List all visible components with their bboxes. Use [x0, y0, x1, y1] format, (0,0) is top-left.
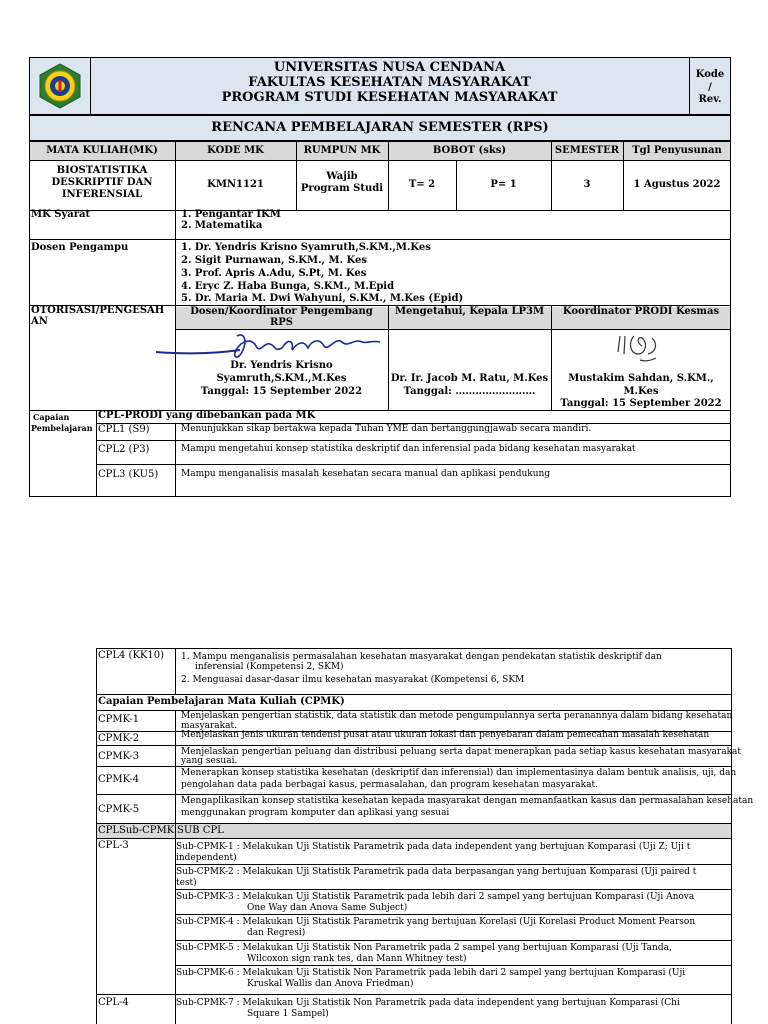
sig2-date: Tanggal: …………………… [403, 386, 536, 397]
mk-syarat-label: MK Syarat [31, 209, 91, 220]
cpmk-text-cont: pengolahan data pada berbagai kasus, permasalahan, dan program kesehatan masyarakat. [181, 780, 598, 790]
kode-slash: / [708, 82, 712, 93]
course-name-line3: INFERENSIAL [61, 189, 143, 200]
cpmk-text: Mengaplikasikan konsep statistika kesehatan kepada masyarakat dengan memanfaatkan kasus dan permasalahan kesehatan [181, 796, 754, 806]
syarat-item: 2. Matematika [181, 220, 263, 231]
kode-label: Kode [695, 69, 725, 80]
rev-label: Rev. [698, 94, 722, 105]
page-title: RENCANA PEMBELAJARAN SEMESTER (RPS) [211, 120, 549, 135]
dosen-item: 2. Sigit Purnawan, S.KM., M. Kes [181, 255, 368, 266]
dosen-item: 4. Eryc Z. Haba Bunga, S.KM., M.Epid [181, 281, 395, 292]
university-name: UNIVERSITAS NUSA CENDANA [273, 60, 506, 75]
sub-head-code: CPLSub-CPMK [98, 825, 175, 836]
sig1-date: Tanggal: 15 September 2022 [200, 386, 363, 397]
col-rumpun-mk: RUMPUN MK [303, 145, 381, 156]
cpmk-text-cont: menggunakan program komputer dan aplikasi yang sesuai [181, 808, 450, 818]
cpmk-code: CPMK-4 [98, 774, 140, 785]
sub-cpmk-text-cont: test) [176, 878, 197, 888]
signature-mustakim [612, 332, 672, 366]
cpl-text: Menunjukkan sikap bertakwa kepada Tuhan YME dan bertanggungjawab secara mandiri. [181, 424, 592, 434]
cpl-code: CPL3 (KU5) [98, 469, 159, 480]
sub-cpmk-text: Sub-CPMK-3 : Melakukan Uji Statistik Parametrik pada lebih dari 2 sampel yang bertujuan Komparasi (Uji Anova [176, 892, 695, 902]
cpl4-item: 2. Menguasai dasar-dasar ilmu kesehatan masyarakat (Kompetensi 6, SKM [181, 675, 525, 685]
col-tgl-penyusunan: Tgl Penyusunan [632, 145, 722, 156]
otorisasi-label: OTORISASI/PENGESAH [31, 305, 165, 316]
cpmk-code: CPMK-5 [98, 804, 140, 815]
sub-cpmk-text-cont: Wilcoxon sign rank tes, dan Mann Whitney test) [247, 954, 467, 964]
cpmk-code: CPMK-1 [98, 714, 140, 725]
sig1-title: Syamruth,S.KM.,M.Kes [216, 373, 347, 384]
cpl-text: Mampu menganalisis masalah kesehatan secara manual dan aplikasi pendukung [181, 469, 551, 479]
cpl-text: Mampu mengetahui konsep statistika deskriptif dan inferensial pada bidang kesehatan masyarakat [181, 444, 636, 454]
col-bobot: BOBOT (sks) [432, 145, 507, 156]
sub-cpmk-text-cont: dan Regresi) [247, 928, 306, 938]
otorisasi-label-cont: AN [31, 316, 48, 327]
sub-cpmk-text: Sub-CPMK-5 : Melakukan Uji Statistik Non Parametrik pada 2 sampel yang bertujuan Komparasi (Uji Tanda, [176, 943, 672, 953]
sig3-name: Mustakim Sahdan, S.KM., [568, 373, 714, 384]
dosen-item: 5. Dr. Maria M. Dwi Wahyuni, S.KM., M.Kes (Epid) [181, 293, 464, 304]
cpl4-code: CPL4 (KK10) [98, 650, 165, 661]
sub-head-text: SUB CPL [177, 825, 224, 836]
capaian-label-cont: Pembelajaran [31, 423, 93, 433]
cpmk-code: CPMK-3 [98, 751, 140, 762]
semester-value: 3 [583, 179, 591, 190]
course-code: KMN1121 [207, 179, 264, 190]
lp3m-heading: Mengetahui, Kepala LP3M [394, 306, 545, 317]
dosen-koordinator-heading-cont: RPS [269, 317, 294, 328]
sig3-title: M.Kes [623, 386, 659, 397]
sig2-name: Dr. Ir. Jacob M. Ratu, M.Kes [390, 373, 549, 384]
sub-cpmk-text: Sub-CPMK-2 : Melakukan Uji Statistik Parametrik pada data berpasangan yang bertujuan Komparasi (Uji paired t [176, 867, 697, 877]
course-name-line1: BIOSTATISTIKA [56, 165, 148, 176]
sub-cpmk-text: Sub-CPMK-6 : Melakukan Uji Statistik Non Parametrik pada lebih dari 2 sampel yang bertujuan Komparasi (Uji [176, 968, 686, 978]
cpmk-text-cont: yang sesuai. [181, 756, 238, 766]
university-logo-icon [38, 63, 82, 109]
bobot-teori: T= 2 [408, 179, 436, 190]
sub-cpmk-text: Sub-CPMK-4 : Melakukan Uji Statistik Parametrik yang bertujuan Korelasi (Uji Korelasi Product Moment Pearson [176, 917, 696, 927]
col-mata-kuliah: MATA KULIAH(MK) [46, 145, 158, 156]
dosen-label: Dosen Pengampu [31, 242, 129, 253]
col-semester: SEMESTER [554, 145, 620, 156]
signature-yendris [152, 330, 392, 362]
sub-cpmk-text-cont: One Way dan Anova Same Subject) [247, 903, 408, 913]
cpl-3-code: CPL-3 [98, 840, 129, 851]
cpmk-text: Menjelaskan pengertian peluang dan distribusi peluang serta dapat menerapkan pada setiap kasus kesehatan masyarakat [181, 747, 741, 757]
cpmk-text-cont: masyarakat. [181, 721, 237, 731]
dosen-item: 1. Dr. Yendris Krisno Syamruth,S.KM.,M.Kes [181, 242, 431, 253]
program-name: PROGRAM STUDI KESEHATAN MASYARAKAT [221, 90, 558, 105]
syarat-item: 1. Pengantar IKM [181, 209, 281, 220]
sub-cpmk-text-cont: Kruskal Wallis dan Anova Friedman) [247, 979, 414, 989]
cpl4-item-cont: inferensial (Kompetensi 2, SKM) [195, 662, 344, 672]
cpl-code: CPL1 (S9) [98, 424, 150, 435]
cpl-4-code: CPL-4 [98, 997, 129, 1008]
cpmk-text: Menjelaskan pengertian statistik, data statistik dan metode pengumpulannya serta peranannya dalam bidang kesehatan [181, 711, 733, 721]
koordinator-prodi-heading: Koordinator PRODI Kesmas [562, 306, 720, 317]
course-name-line2: DESKRIPTIF DAN [51, 177, 153, 188]
sig1-name: Dr. Yendris Krisno [230, 360, 333, 371]
rumpun-line2: Program Studi [300, 183, 384, 194]
bobot-praktik: P= 1 [490, 179, 517, 190]
sub-cpmk-text-cont: independent) [176, 853, 237, 863]
cpmk-text: Menjelaskan jenis ukuran tendensi pusat atau ukuran lokasi dan penyebaran dalam pemecahan masalah kesehatan [181, 730, 710, 740]
tgl-value: 1 Agustus 2022 [633, 179, 721, 190]
cpl-prodi-heading: CPL-PRODI yang dibebankan pada MK [98, 410, 316, 421]
mk-syarat-row [29, 211, 731, 240]
sig3-date: Tanggal: 15 September 2022 [560, 398, 722, 409]
cpmk-heading: Capaian Pembelajaran Mata Kuliah (CPMK) [98, 696, 345, 707]
cpmk-text: Menerapkan konsep statistika kesehatan (deskriptif dan inferensial) dan implementasinya dalam bentuk analisis, uji, dan [181, 768, 737, 778]
dosen-item: 3. Prof. Apris A.Adu, S.Pt, M. Kes [181, 268, 367, 279]
cpl4-item: 1. Mampu menganalisis permasalahan kesehatan masyarakat dengan pendekatan statistik deskriptif dan [181, 652, 662, 662]
cpl-code: CPL2 (P3) [98, 444, 150, 455]
rumpun-line1: Wajib [326, 171, 358, 182]
sub-cpmk-text: Sub-CPMK-1 : Melakukan Uji Statistik Parametrik pada data independent yang bertujuan Komparasi (Uji Z; Uji t [176, 842, 691, 852]
dosen-koordinator-heading: Dosen/Koordinator Pengembang [190, 306, 373, 317]
sub-cpmk-text: Sub-CPMK-7 : Melakukan Uji Statistik Non Parametrik pada data independent yang bertujuan Komparasi (Chi [176, 998, 680, 1008]
faculty-name: FAKULTAS KESEHATAN MASYARAKAT [248, 75, 531, 90]
capaian-label: Capaian [33, 412, 70, 422]
col-kode-mk: KODE MK [207, 145, 264, 156]
cpmk-code: CPMK-2 [98, 733, 140, 744]
sub-cpmk-text-cont: Square 1 Sampel) [247, 1009, 329, 1019]
